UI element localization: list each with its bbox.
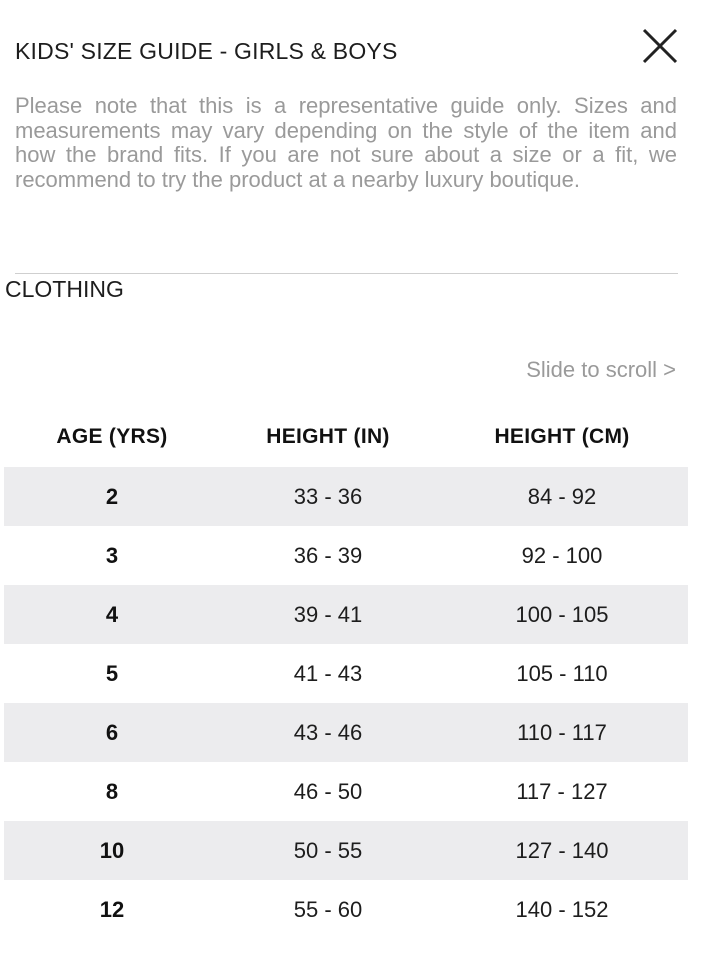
table-header-row xyxy=(4,407,688,467)
height-in-cell: 50 - 55 xyxy=(293,837,363,863)
table-row xyxy=(4,762,688,821)
size-table xyxy=(4,407,688,939)
column-header-height-cm: HEIGHT (CM) xyxy=(494,425,630,448)
section-divider xyxy=(15,273,678,274)
age-cell: 6 xyxy=(105,719,119,745)
height-cm-cell: 100 - 105 xyxy=(515,601,609,627)
height-cm-cell: 117 - 127 xyxy=(516,778,608,804)
close-button[interactable] xyxy=(640,26,680,66)
table-row xyxy=(4,644,688,703)
height-in-cell: 33 - 36 xyxy=(293,483,363,509)
section-title-clothing: CLOTHING xyxy=(5,276,124,302)
scroll-hint[interactable]: Slide to scroll > xyxy=(526,357,676,382)
column-header-height-in: HEIGHT (IN) xyxy=(266,425,390,448)
age-cell: 8 xyxy=(105,778,119,804)
age-cell: 3 xyxy=(105,542,119,568)
table-row xyxy=(4,585,688,644)
age-cell: 10 xyxy=(99,837,125,863)
page-title: KIDS' SIZE GUIDE - GIRLS & BOYS xyxy=(15,38,398,64)
table-row xyxy=(4,703,688,762)
table-row xyxy=(4,526,688,585)
height-in-cell: 46 - 50 xyxy=(293,778,363,804)
height-cm-cell: 110 - 117 xyxy=(517,719,607,745)
height-in-cell: 39 - 41 xyxy=(293,601,363,627)
height-in-cell: 41 - 43 xyxy=(293,660,363,686)
height-in-cell: 36 - 39 xyxy=(293,542,363,568)
age-cell: 2 xyxy=(105,483,119,509)
height-cm-cell: 140 - 152 xyxy=(515,896,609,922)
disclaimer-text: Please note that this is a representative guide only. Sizes and measurements may vary depending on the style of the item and how the brand fits. If you are not sure about a size or a fit, we recommend to try the product at a nearby luxury boutique. xyxy=(15,93,677,192)
height-in-cell: 43 - 46 xyxy=(293,719,363,745)
table-row xyxy=(4,880,688,939)
table-row xyxy=(4,821,688,880)
height-in-cell: 55 - 60 xyxy=(293,896,363,922)
table-row xyxy=(4,467,688,526)
height-cm-cell: 92 - 100 xyxy=(521,542,603,568)
close-icon xyxy=(640,26,680,66)
height-cm-cell: 105 - 110 xyxy=(516,660,608,686)
height-cm-cell: 127 - 140 xyxy=(515,837,609,863)
age-cell: 12 xyxy=(99,896,125,922)
age-cell: 5 xyxy=(105,660,119,686)
height-cm-cell: 84 - 92 xyxy=(527,483,597,509)
age-cell: 4 xyxy=(105,601,119,627)
column-header-age: AGE (YRS) xyxy=(56,425,168,448)
